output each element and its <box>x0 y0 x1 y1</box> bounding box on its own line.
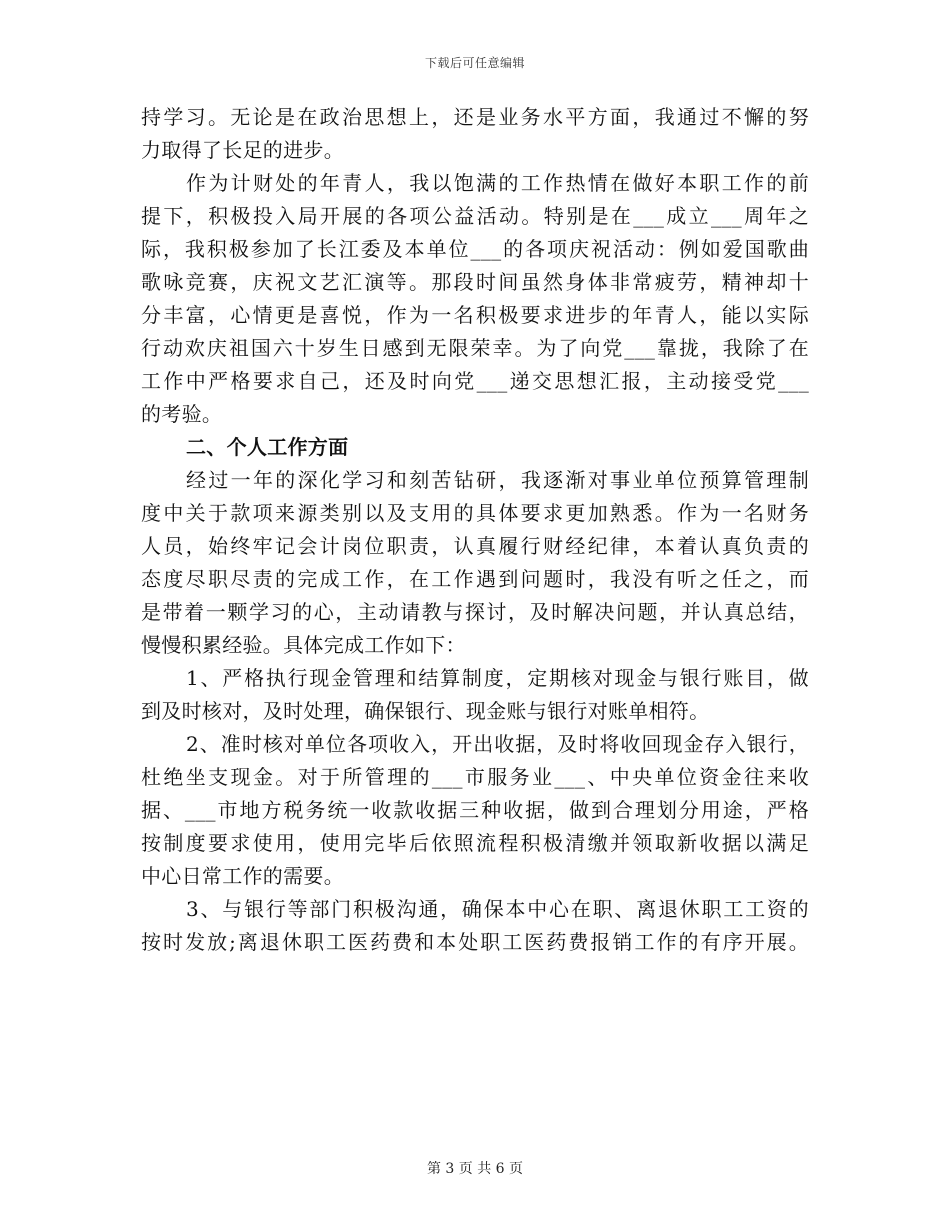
paragraph-line: 到及时核对，及时处理，确保银行、现金账与银行对账单相符。 <box>141 699 710 723</box>
paragraph-line: 提下，积极投入局开展的各项公益活动。特别是在___成立___周年之 <box>141 204 809 228</box>
paragraph-line: 度中关于款项来源类别以及支用的具体要求更加熟悉。作为一名财务 <box>141 501 809 525</box>
paragraph-line: 人员，始终牢记会计岗位职责，认真履行财经纪律，本着认真负责的 <box>141 534 809 558</box>
paragraph-line: 际，我积极参加了长江委及本单位___的各项庆祝活动：例如爱国歌曲 <box>141 237 809 261</box>
paragraph-line: 按时发放;离退休职工医药费和本处职工医药费报销工作的有序开展。 <box>141 930 809 954</box>
section-heading: 二、个人工作方面 <box>186 435 349 459</box>
header-note: 下载后可任意编辑 <box>424 56 525 70</box>
paragraph-line: 2、准时核对单位各项收入，开出收据，及时将收回现金存入银行， <box>186 732 809 756</box>
paragraph-line: 据、___市地方税务统一收款收据三种收据，做到合理划分用途，严格 <box>141 798 809 822</box>
paragraph-line: 中心日常工作的需要。 <box>141 864 344 888</box>
paragraph-line: 工作中严格要求自己，还及时向党___递交思想汇报，主动接受党___ <box>141 369 809 393</box>
paragraph-line: 1、严格执行现金管理和结算制度，定期核对现金与银行账目，做 <box>186 666 809 690</box>
paragraph-line: 慢慢积累经验。具体完成工作如下： <box>141 633 466 657</box>
paragraph-line: 力取得了长足的进步。 <box>141 138 344 162</box>
paragraph-line: 分丰富，心情更是喜悦，作为一名积极要求进步的年青人，能以实际 <box>141 303 809 327</box>
paragraph-line: 作为计财处的年青人，我以饱满的工作热情在做好本职工作的前 <box>186 171 809 195</box>
paragraph-line: 是带着一颗学习的心，主动请教与探讨，及时解决问题，并认真总结， <box>141 600 809 624</box>
paragraph-line: 的考验。 <box>141 402 223 426</box>
paragraph-line: 杜绝坐支现金。对于所管理的___市服务业___、中央单位资金往来收 <box>141 765 809 789</box>
paragraph-line: 3、与银行等部门积极沟通，确保本中心在职、离退休职工工资的 <box>186 897 809 921</box>
page-indicator: 第 3 页 共 6 页 <box>426 1161 524 1177</box>
paragraph-line: 经过一年的深化学习和刻苦钻研，我逐渐对事业单位预算管理制 <box>186 468 809 492</box>
paragraph-line: 歌咏竞赛，庆祝文艺汇演等。那段时间虽然身体非常疲劳，精神却十 <box>141 270 809 294</box>
paragraph-line: 持学习。无论是在政治思想上，还是业务水平方面，我通过不懈的努 <box>141 105 809 129</box>
paragraph-line: 态度尽职尽责的完成工作，在工作遇到问题时，我没有听之任之，而 <box>141 567 809 591</box>
paragraph-line: 按制度要求使用，使用完毕后依照流程积极清缴并领取新收据以满足 <box>141 831 809 855</box>
document-body <box>141 101 809 959</box>
paragraph-line: 行动欢庆祖国六十岁生日感到无限荣幸。为了向党___靠拢，我除了在 <box>141 336 809 360</box>
